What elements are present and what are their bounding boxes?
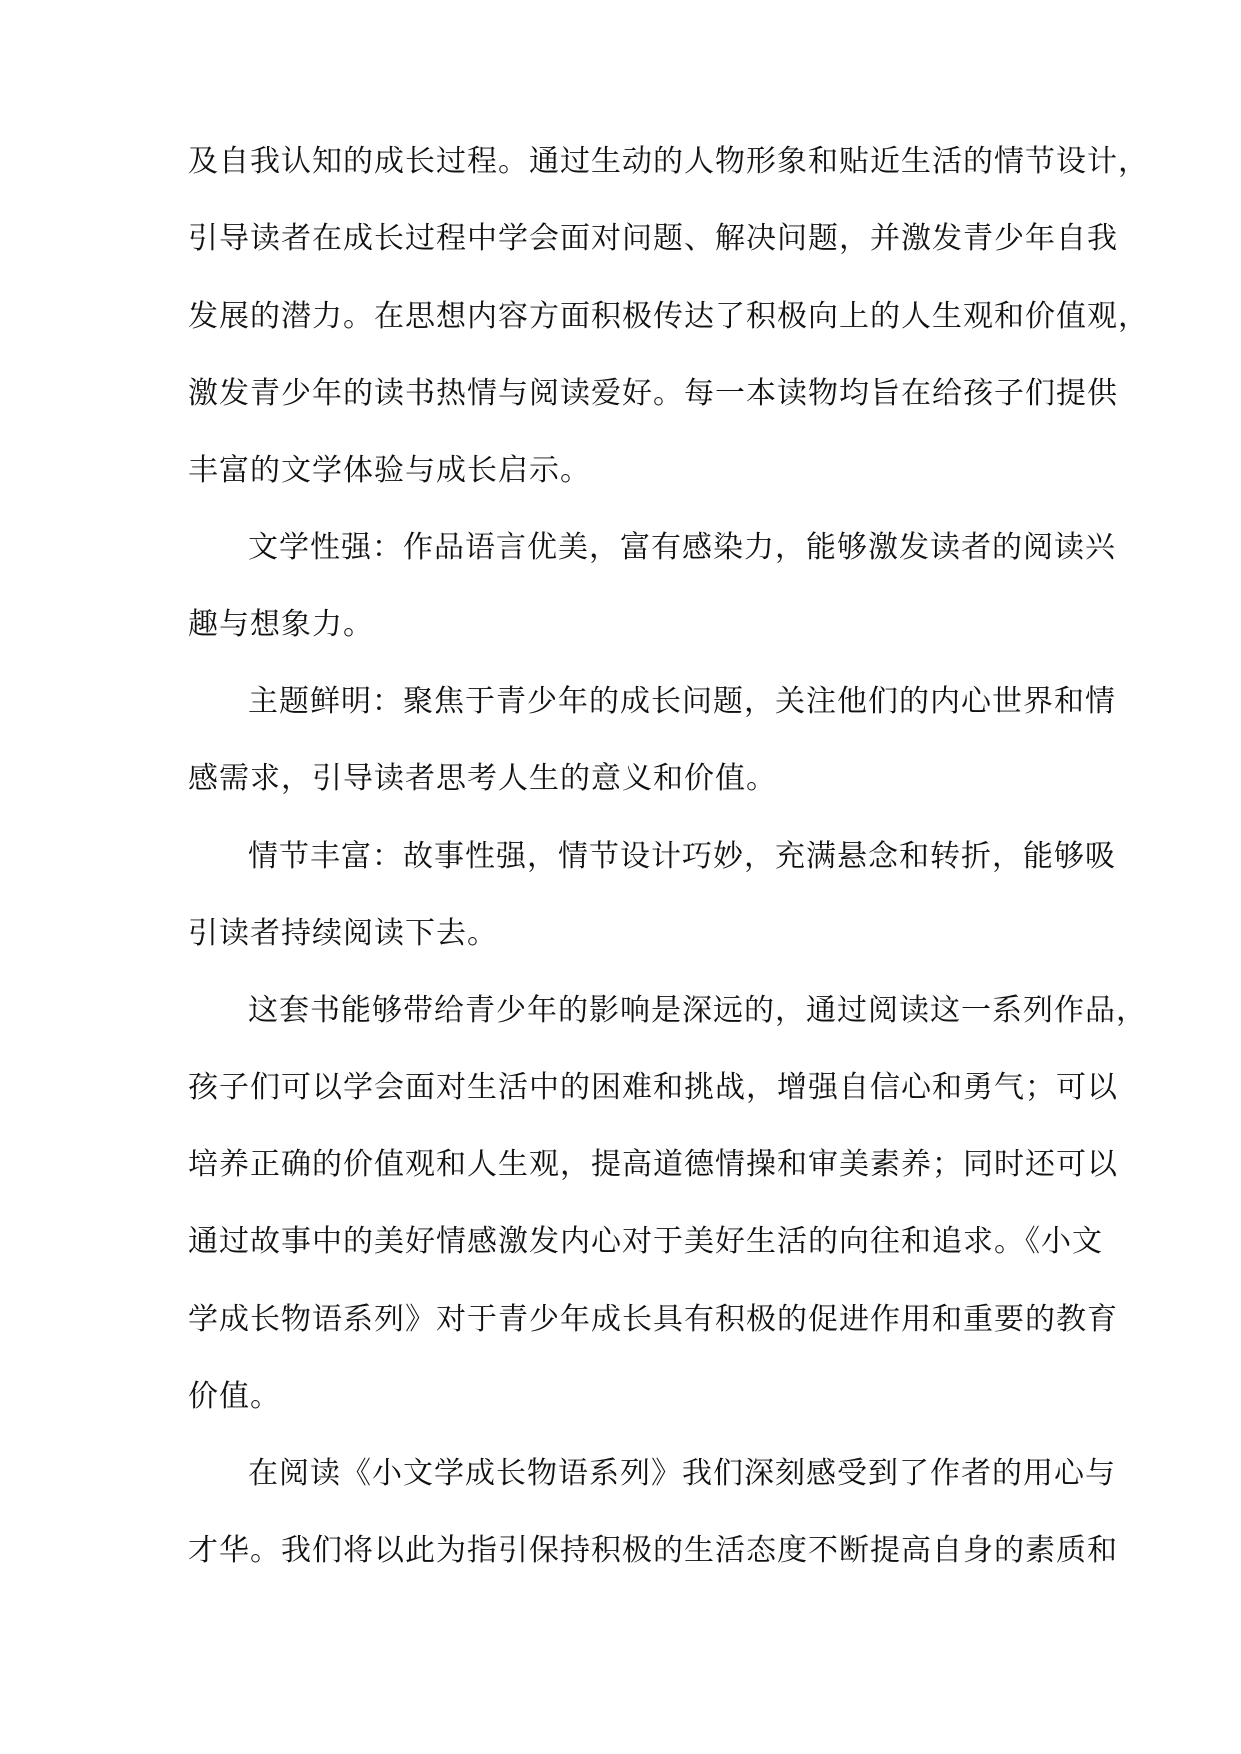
text-line: 培养正确的价值观和人生观，提高道德情操和审美素养；同时还可以 xyxy=(188,1147,1118,1182)
text-line: 才华。我们将以此为指引保持积极的生活态度不断提高自身的素质和 xyxy=(188,1533,1118,1568)
text-line: 价值。 xyxy=(188,1379,281,1414)
text-line: 发展的潜力。在思想内容方面积极传达了积极向上的人生观和价值观， xyxy=(188,299,1149,334)
text-line: 文学性强：作品语言优美，富有感染力，能够激发读者的阅读兴 xyxy=(248,530,1116,565)
text-line: 通过故事中的美好情感激发内心对于美好生活的向往和追求。《小文 xyxy=(188,1224,1103,1259)
text-line: 趣与想象力。 xyxy=(188,607,374,642)
text-line: 及自我认知的成长过程。通过生动的人物形象和贴近生活的情节设计， xyxy=(188,144,1149,179)
text-line: 孩子们可以学会面对生活中的困难和挑战，增强自信心和勇气；可以 xyxy=(188,1070,1118,1105)
text-line: 引导读者在成长过程中学会面对问题、解决问题，并激发青少年自我 xyxy=(188,221,1118,256)
text-line: 丰富的文学体验与成长启示。 xyxy=(188,453,591,488)
text-line: 这套书能够带给青少年的影响是深远的，通过阅读这一系列作品， xyxy=(248,993,1147,1028)
text-line: 感需求，引导读者思考人生的意义和价值。 xyxy=(188,761,777,796)
text-line: 激发青少年的读书热情与阅读爱好。每一本读物均旨在给孩子们提供 xyxy=(188,376,1118,411)
text-line: 在阅读《小文学成长物语系列》我们深刻感受到了作者的用心与 xyxy=(248,1456,1116,1491)
text-line: 引读者持续阅读下去。 xyxy=(188,916,498,951)
text-line: 情节丰富：故事性强，情节设计巧妙，充满悬念和转折，能够吸 xyxy=(248,839,1116,874)
text-line: 学成长物语系列》对于青少年成长具有积极的促进作用和重要的教育 xyxy=(188,1302,1118,1337)
text-line: 主题鲜明：聚焦于青少年的成长问题，关注他们的内心世界和情 xyxy=(248,684,1116,719)
